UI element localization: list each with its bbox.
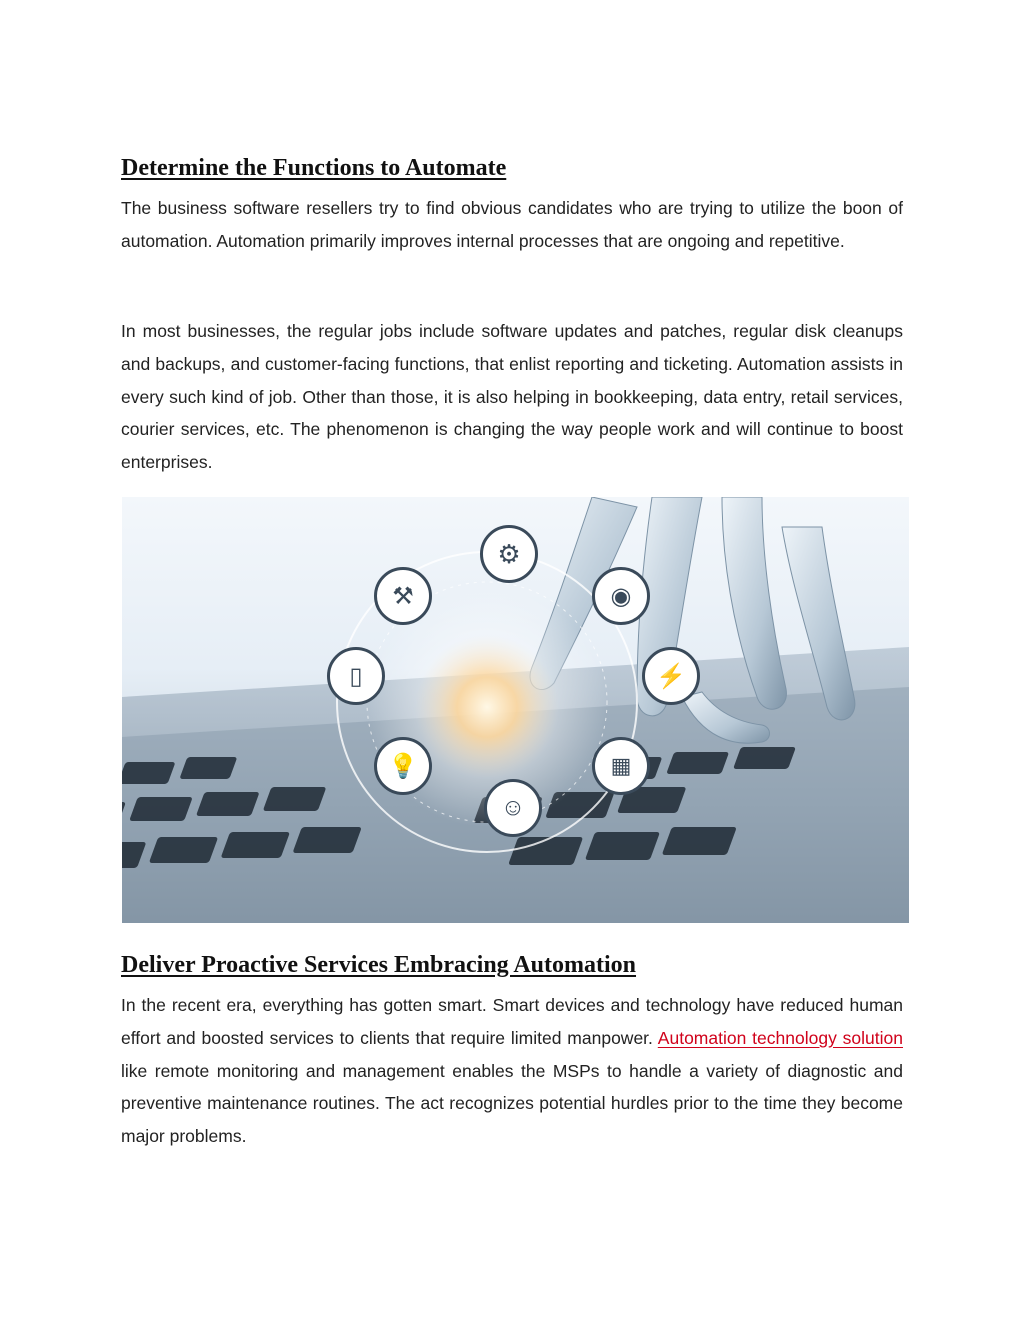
worker-icon: ☺ [484,779,542,837]
head-gear-icon: ◉ [592,567,650,625]
section-heading-deliver-proactive: Deliver Proactive Services Embracing Automation [121,952,637,978]
automation-technology-solution-link[interactable]: Automation technology solution [657,1027,903,1048]
paragraph-regular-jobs: In most businesses, the regular jobs include software updates and patches, regular disk cleanups and backups, and customer-facing functions, that enlist reporting and ticketing. Automation assists in every such kind of job. Other than those, it is also helping in bookkeeping, data entry, retail services, courier services, etc. The phenomenon is changing the way people work and will continue to boost enterprises. [121,321,903,473]
robot-hand-laptop-image [122,497,909,923]
factory-icon: ▦ [592,737,650,795]
gear-wrench-icon: ⚙ [480,525,538,583]
robot-arm-icon: ⚒ [374,567,432,625]
paragraph-resellers: The business software resellers try to find obvious candidates who are trying to utilize the boon of automation. Automation primarily improves internal processes that are ongoing and repetitive. [121,198,903,251]
power-tower-icon: ⚡ [642,647,700,705]
paragraph-smart-era [121,989,903,1153]
section-heading-determine-functions: Determine the Functions to Automate [121,155,507,181]
paragraph-text-before-link: In the recent era, everything has gotten smart. Smart devices and technology have reduced human effort and boosted services to clients that require limited manpower. [121,995,903,1048]
lightbulb-gear-icon: 💡 [374,737,432,795]
tablet-gear-icon: ▯ [327,647,385,705]
paragraph-text-after-link: like remote monitoring and management enables the MSPs to handle a variety of diagnostic and preventive maintenance routines. The act recognizes potential hurdles prior to the time they become major problems. [121,1060,903,1147]
